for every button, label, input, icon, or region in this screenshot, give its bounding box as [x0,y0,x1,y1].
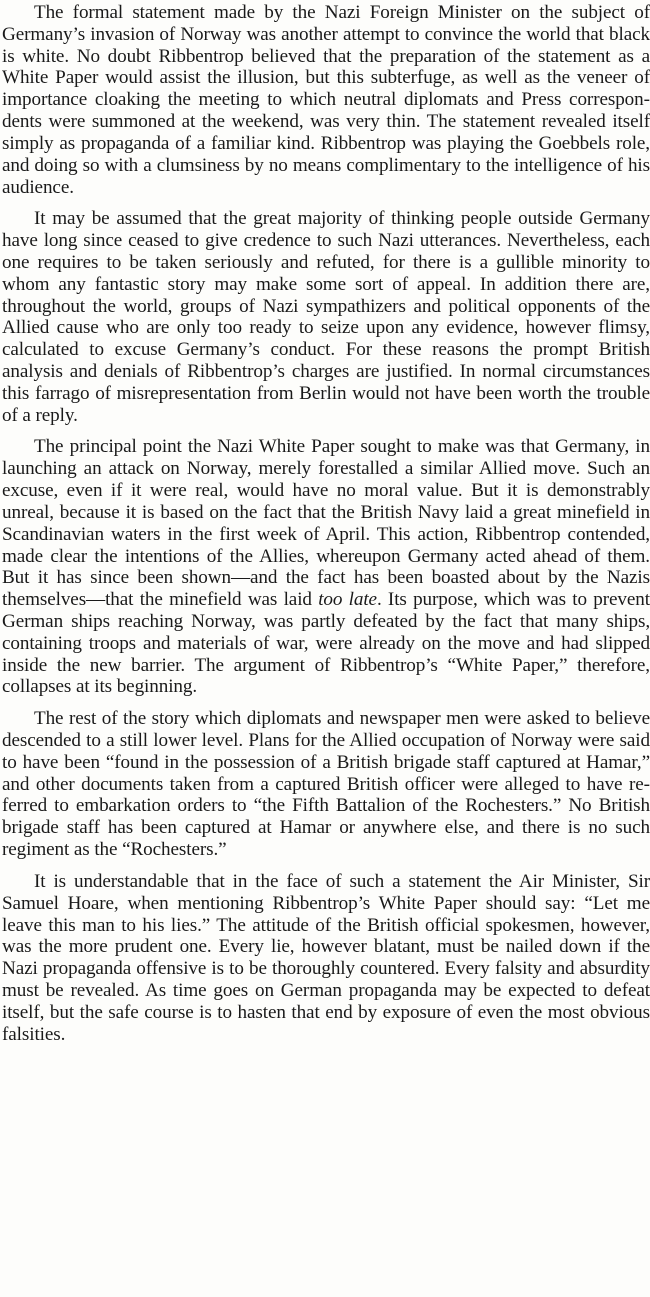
paragraph-2 [2,208,650,426]
paragraph-4-text: The rest of the story which diplomats and newspaper men were asked to believe descended to a still lower level. Plans for the Allied occupation of Norway were said to have been “found in the possession of a British brigade staff captured at Hamar,” and other documents taken from a captured British officer were alleged to have referred to embarkation orders to “the Fifth Battalion of the Rochesters.” No British brigade staff has been captured at Hamar or anywhere else, and there is no such regiment as the “Rochesters.” [2,708,650,861]
paragraph-3-text-b: . Its purpose, which was to prevent German ships reaching Norway, was partly defeated by the fact that many ships, containing troops and materials of war, were already on the move and had slipped inside the new barrier. The argument of Ribbentrop’s “White Paper,” therefore, collapses at its beginning. [2,589,650,698]
paragraph-5-text: It is understandable that in the face of such a statement the Air Minister, Sir Samuel Hoare, when mentioning Ribbentrop’s White Paper should say: “Let me leave this man to his lies.” The attitude of the British official spokesmen, however, was the more prudent one. Every lie, however blatant, must be nailed down if the Nazi propaganda offensive is to be thoroughly countered. Every falsity and absurdity must be revealed. As time goes on German propaganda may be expected to defeat itself, but the safe course is to hasten that end by exposure of even the most obvious falsities. [2,870,650,1045]
paragraph-4 [2,708,650,861]
paragraph-1 [2,2,650,198]
paragraph-5 [2,871,650,1046]
paragraph-3 [2,436,650,698]
paragraph-3-text-a: The principal point the Nazi White Paper sought to make was that Germany, in launching an attack on Norway, merely forestalled a similar Allied move. Such an excuse, even if it were real, would have no moral value. But it is demonstrably unreal, because it is based on the fact that the British Navy laid a great minefield in Scandinavian waters in the first week of April. This action, Ribbentrop contended, made clear the intentions of the Allies, whereupon Germany acted ahead of them. But it has since been shown—and the fact has been boasted about by the Nazis themselves—that the minefield was laid [2,436,650,611]
article-body [2,2,650,1045]
paragraph-1-text: The formal statement made by the Nazi Foreign Minister on the subject of Germany’s invasion of Norway was another attempt to convince the world that black is white. No doubt Ribbentrop believed that the preparation of the statement as a White Paper would assist the illusion, but this subterfuge, as well as the veneer of importance cloaking the meeting to which neutral diplomats and Press correspondents were summoned at the weekend, was very thin. The statement revealed itself simply as propaganda of a familiar kind. Ribbentrop was playing the Goebbels role, and doing so with a clumsiness by no means complimentary to the intelligence of his audience. [2,2,650,198]
paragraph-2-text: It may be assumed that the great majority of thinking people outside Germany have long since ceased to give credence to such Nazi utterances. Nevertheless, each one requires to be taken seriously and refuted, for there is a gullible minority to whom any fantastic story may make some sort of appeal. In addition there are, throughout the world, groups of Nazi sympathizers and political opponents of the Allied cause who are only too ready to seize upon any evidence, however flimsy, calculated to excuse Germany’s conduct. For these reasons the prompt British analysis and denials of Ribbentrop’s charges are justified. In normal circumstances this farrago of misrepresentation from Berlin would not have been worth the trouble of a reply. [2,208,650,426]
paragraph-3-italic-phrase: too late [318,589,377,611]
